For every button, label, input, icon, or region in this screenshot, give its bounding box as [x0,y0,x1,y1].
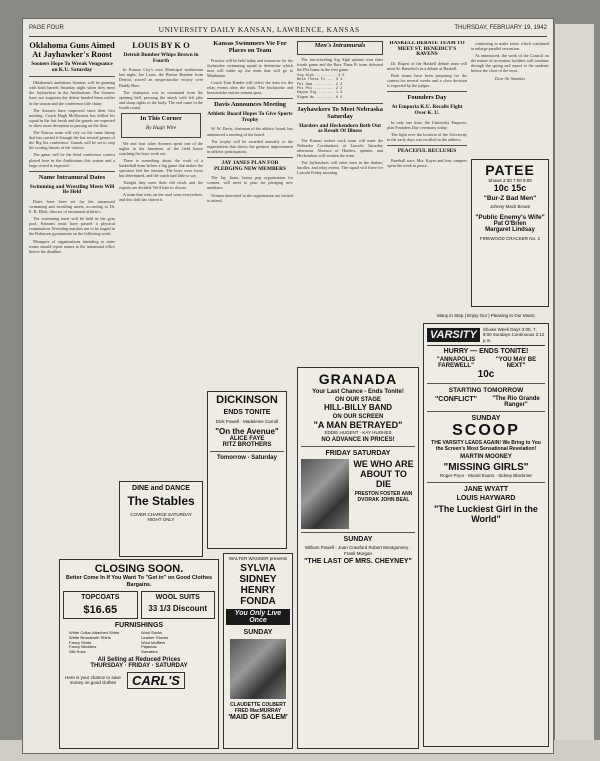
folio-masthead: UNIVERSITY DAILY KANSAN, LAWRENCE, KANSAS [158,25,360,34]
column-1 [29,41,115,541]
story-body-davis: W. W. Davis, chairman of the athletic board, has announced a meeting of the board. [207,126,293,137]
divider [210,451,284,452]
sidney-title: You Only Live Once [226,609,290,625]
subhead-intramural: Swimming and Wrestling Meets Will Be Held [29,183,115,196]
sidney-name: SYLVIA SIDNEY [239,563,277,586]
carls-sub: Better Come In If You Want To "Get in" on Good Clothes Bargains. [65,575,213,588]
varsity-rio-grande: "The Rio Grande Ranger" [492,396,540,409]
granada-feature-photo [301,459,349,529]
varsity-double-bill [427,357,545,369]
carls-wool-label: WOOL SUITS [155,594,200,601]
granada-sunday-title: "THE LAST OF MRS. CHEYNEY" [304,558,412,566]
carls-footer [63,672,215,689]
varsity-feature-1: "YOU MAY BE NEXT" [495,357,537,370]
carls-days: THURSDAY · FRIDAY · SATURDAY [90,662,188,669]
story-body-filler: Tonight they meet their old rivals and the experts are divided. We'd hate to choose. [119,180,203,191]
headline-davis: Davis Announces Meeting [214,101,286,109]
divider [387,91,467,92]
carls-discount: 33 1/3 Discount [148,604,208,613]
carls-furnishing-list: White Collar-Attached Shirts White Broadcloth Shirts Fancy Shirts Fancy Neckties Silk Hose Wool Socks Leather Gloves Wool Mufflers Pajamas Sweaters [69,630,169,655]
story-body-filler: The Jayhawkers will enter men in the dashes, hurdles, and relay events. The squad will leave for Lincoln Friday morning. [297,160,383,176]
carls-ad [59,559,219,749]
stables-name: The Stables [127,494,195,508]
patee-note: FIREWOOD CRACKER No. 2 [479,235,540,241]
varsity-header-strip: Many in Step | Enjoy Our | Pleasing In Our Music [437,313,535,318]
granada-feature-players: PRESTON FOSTER ANN DVORAK JOHN BEAL [354,491,413,504]
granada-screen: ON OUR SCREEN [332,414,384,420]
intramurals-title: Men's Intramurals [314,42,366,49]
granada-feature-block [301,459,415,529]
carls-topcoats-price: $16.65 [83,604,118,616]
dickinson-ends: ENDS TONITE [223,409,271,416]
dickinson-stars: ALICE FAYE [229,436,265,443]
subhead-founders-day: At Emporia K.U. Recalls Fight Over K. U. [391,104,463,116]
varsity-hurry: HURRY — ENDS TONITE! [443,348,529,356]
story-body-filler: As announced, the work of the Council on the matter of recreation facilities will continue through the spring and report to the students before the close of the term. [471,53,549,74]
varsity-starting: STARTING TOMORROW [448,387,524,395]
story-body-nebraska: The Kansas indoor track team will meet the Nebraska Cornhuskers at Lincoln Saturday afternoon. Absence of Harders, sprinter, and Heckendorn will weaken the team. [297,137,383,159]
headline-intramural-dates: Name Intramural Dates [38,173,106,181]
folio-page-number: PAGE FOUR [29,25,64,31]
carls-sale: All Selling at Reduced Prices [97,656,181,663]
varsity-luckiest: "The Luckiest Girl in the World" [434,503,538,524]
patee-star-2: Margaret Lindsay [485,226,535,233]
standings-table: Sig Alph ......... 4 0 Beta Theta Pi ... 3 1 Phi Gam ......... 2 2 Phi Psi ......... 2 2 Kappa Sig ....... 1 3 Sigma Nu ........ 0 4 [297,74,345,100]
granada-friday: FRIDAY SATURDAY [325,450,391,458]
granada-feature-title: WE WHO ARE ABOUT TO DIE [353,459,414,490]
divider [207,157,293,158]
patee-title-2: "Public Enemy's Wife" [475,213,545,221]
page-folio [29,25,547,37]
carls-tagline: Here is your chance to save money on good clothes [65,675,121,686]
headline-swimmers: Kansas Swimmers Vie For Places on Team [213,41,287,54]
dickinson-extra: RITZ BROTHERS [222,442,272,449]
varsity-shows: Shows Week Days 2:00, 7, 9:00 Sundays Continuous 2:12 p.m. [482,327,545,343]
story-body-filler: Coach Tom Kinder will select the men for the relay events after the trials. The backstroke and breaststroke entries remain open. [207,80,293,96]
varsity-name: VARSITY [427,328,480,342]
granada-band: HILL-BILLY BAND [324,403,392,412]
varsity-tomorrow-bill [427,396,545,408]
story-body-filler: The trophy will be awarded annually to the organization that shows the greatest improvement in athletic participation. [207,138,293,154]
story-body-filler: Women interested in the organization are invited to attend. [207,192,293,203]
story-body-swimmers: Practice will be held today and tomorrow for the Jayhawker swimming squad to determine which men will make up the team that will go to Manhattan. [207,57,293,78]
divider [427,482,545,483]
story-body-filler: There is something about the work of a basketball team before a big game that makes the spectator feel the tension. The boys were loose but determined, and the coach had little to say. [119,157,203,179]
adjacent-page-edge [554,24,594,754]
patee-title-1: "Bur-Z Bad Men" [483,195,537,203]
story-body-intramural: Dates have been set for the intramural swimming and wrestling meets, according to Dr. E. R. Elbel, director of intramural athletics. [29,198,115,215]
column-5 [387,41,467,321]
subhead-davis: Athletic Board Hopes To Give Sports Trophy [207,111,293,123]
divider [387,145,467,146]
divider [301,532,415,533]
varsity-ad [423,323,549,747]
story-body-intramurals: The fast-traveling Sig Alph quintet won their fourth game and the Beta Theta Pi team defeated the Phi Gams in the first game. [297,56,383,72]
story-body-filler: Managers of organizations intending to enter teams should report names to the intramural office before the deadline. [29,238,115,254]
headline-haskell: HASKELL DEBATE TEAM TO MEET ST. BENEDICT'S RAVENS [389,41,465,58]
maid-title: 'MAID OF SALEM' [228,714,288,722]
story-body-filler: The Kansas team will rely on the same lineup that has carried it through the last several games of the Big Six conference. Guards will be set to stop the scoring threats of the visitors. [29,130,115,151]
dickinson-tomorrow: Tomorrow - Saturday [217,455,277,462]
varsity-price: 10c [477,369,495,381]
subhead-nebraska: Harders and Heckendorn Both Out as Result Of Illness [299,122,381,135]
story-body-filler: Both teams have been preparing for the contest for several weeks and a close decision is expected by the judges. [387,73,467,89]
varsity-scoop-sub: THE VARSITY LEADS AGAIN! We Bring to You the Screen's Most Sensational Revelation! [431,440,541,453]
story-body-col6: continuing to make tastes which continued to enlarge parallel recreation. [471,41,549,52]
headline-nebraska: Jayhawkers To Meet Nebraska Saturday [297,105,383,120]
headline-founders-day: Founders Day [407,94,447,102]
story-body-filler: The fight over the location of the University in the early days was recalled in the address. [387,131,467,142]
divider [207,98,293,99]
varsity-louis-hayward: LOUIS HAYWARD [456,494,516,502]
column-4 [297,41,383,381]
varsity-conflict: "CONFLICT" [434,396,478,404]
newspaper-page [22,18,554,754]
varsity-jane-wyatt: JANE WYATT [463,485,509,493]
dickinson-name: DICKINSON [216,394,278,406]
box-title: In This Corner [140,115,182,123]
column-3 [207,41,293,401]
patee-name: PATEE [485,162,535,178]
varsity-cast: Roger Pryor · Muriel Evans · Sidney Blackmer [439,473,533,479]
varsity-feature-2: "ANNAPOLIS FAREWELL" [436,357,476,370]
carls-topcoats [63,591,138,619]
column-6 [471,41,549,156]
carls-offers [63,591,215,619]
divider [427,383,545,384]
headline-louis: LOUIS BY K O [132,41,190,50]
granada-no-advance: NO ADVANCE IN PRICES! [321,437,395,444]
divider [301,446,415,447]
folio-date: THURSDAY, FEBRUARY 19, 1942 [454,25,547,31]
divider [427,411,545,412]
granada-sunday: SUNDAY [343,536,373,544]
carls-headline: CLOSING SOON. [94,563,184,575]
patee-show-times: Shows 2:30 7:00 9:00 [488,178,532,183]
granada-ad [297,367,419,749]
intramurals-box [297,41,383,55]
granada-stage: ON OUR STAGE [335,397,381,403]
headline-recluses: PEACEFUL RECLUSES [397,148,457,155]
box-byline: By Hugh Wire [145,124,177,131]
varsity-missing-girls: "MISSING GIRLS" [443,462,529,474]
story-body-oklahoma: Oklahoma's ambitious Sooners will be gunning with both barrels Saturday night when they meet the Jayhawkers in the Auditorium. The Sooners have not forgotten the defeat handed them earlier in the season and the conference title chase. [29,80,115,106]
walter-wanger: WALTER WANGER presents [228,556,288,561]
granada-cast: William Powell · Joan Crawford Robert Montgomery · Frank Morgan [304,545,412,556]
subhead-bomber: Detroit Bomber Whips Brown in Fourth [123,51,199,64]
varsity-banner [427,327,545,346]
story-body-founders: In only one time, the University Emporia, plan Founders Day ceremony today. [387,119,467,130]
story-body-recluses: Baseball stars, Mrs. Kayes and four campers spent the week in peace. [387,157,467,168]
story-body-filler: The swimming meet will be held in the gym pool. Entrants must have passed a physical examination. Wrestling matches are to be staged in the Robinson gymnasium on the following week. [29,216,115,237]
fonda-name: HENRY FONDA [240,585,276,608]
maid-of-salem-photo [230,639,286,699]
granada-name: GRANADA [318,371,398,387]
patee-star: Pat O'Brien [493,220,527,227]
granada-title: "A MAN BETRAYED" [313,420,403,430]
story-body-filler: The champion was in command from the opening bell, pressing the attack with left jabs and sharp rights to the body. The end came in the fourth round. [119,89,203,110]
varsity-scoop: SCOOP [452,422,520,440]
story-body-filler: The game will be the third conference contest played here in the Auditorium this season and a large crowd is expected. [29,152,115,168]
story-body-corner: We and four other Sooners spent one of the nights in the basement of the field house watching the boys work out. [119,140,203,156]
granada-last-chance: Your Last Chance - Ends Tonite! [312,389,404,395]
story-credit: Dear Air Summits [494,75,526,81]
story-body-louis: In Kansas City's own Municipal auditorium last night, Joe Louis, the Brown Bomber from Detroit, scored an unspectacular victory over Buddy Baer. [119,67,203,88]
sidney-fonda-ad [223,553,293,749]
carls-wool-suits [141,591,216,619]
divider [29,76,115,77]
stables-note: COVER CHARGE SATURDAY NIGHT ONLY [130,512,192,523]
sidney-sunday: SUNDAY [243,629,273,637]
patee-ad: PATEE Shows 2:30 7:00 9:00 10c 15c "Bur-Z Bad Men" Johnny Mack Brown "Public Enemy's Wife" Pat O'Brien Margaret Lindsay FIREWOOD CRACKER No. 2 [471,159,549,307]
carls-logo: CARL'S [127,672,185,689]
dickinson-ad: DICKINSON ENDS TONITE Dick Powell · Madeleine Carroll "On the Avenue" ALICE FAYE RITZ BROTHERS Tomorrow - Saturday [207,391,287,549]
granada-stars: EDDIE HUGENT · KAY HUGHES [324,430,392,435]
column-2 [119,41,203,461]
varsity-sunday: SUNDAY [471,415,501,423]
maid-stars: CLAUDETTE COLBERT FRED MacMURRAY [230,702,286,715]
story-body-filler: A team that wins on the road wins everywhere, and this club has shown it. [119,192,203,203]
stables-ad [119,481,203,557]
divider [29,171,115,172]
subhead-sooners: Sooners Hope To Wreak Vengeance on K.U. Saturday [31,60,113,73]
patee-prices: 10c 15c [493,183,527,194]
story-body-jayjanes: The Jay Janes, honor pep organization for women, will meet to plan for pledging new members. [207,175,293,191]
divider [297,103,383,104]
headline-oklahoma: Oklahoma Guns Aimed At Jayhawker's Roost [29,41,115,59]
varsity-author: MARTIN MOONEY [460,454,512,461]
dickinson-title: "On the Avenue" [215,427,279,437]
stables-dine-dance: DINE and DANCE [132,485,190,492]
column-box [121,113,201,137]
carls-furnishings: FURNISHINGS [114,622,164,629]
headline-jayjanes: JAY JANES PLAN FOR PLEDGING NEW MEMBERS [213,159,287,172]
story-body-haskell: Dr. Rupert of the Haskell debate team will meet St. Benedict's in a debate at Haskell. [387,61,467,72]
story-body-filler: The Sooners have improved since their first meeting. Coach Hugh McDermott has drilled his squad in the fast break and the guards are expected to show more deception in passing on the floor. [29,107,115,128]
carls-topcoats-label: TOPCOATS [81,594,120,601]
